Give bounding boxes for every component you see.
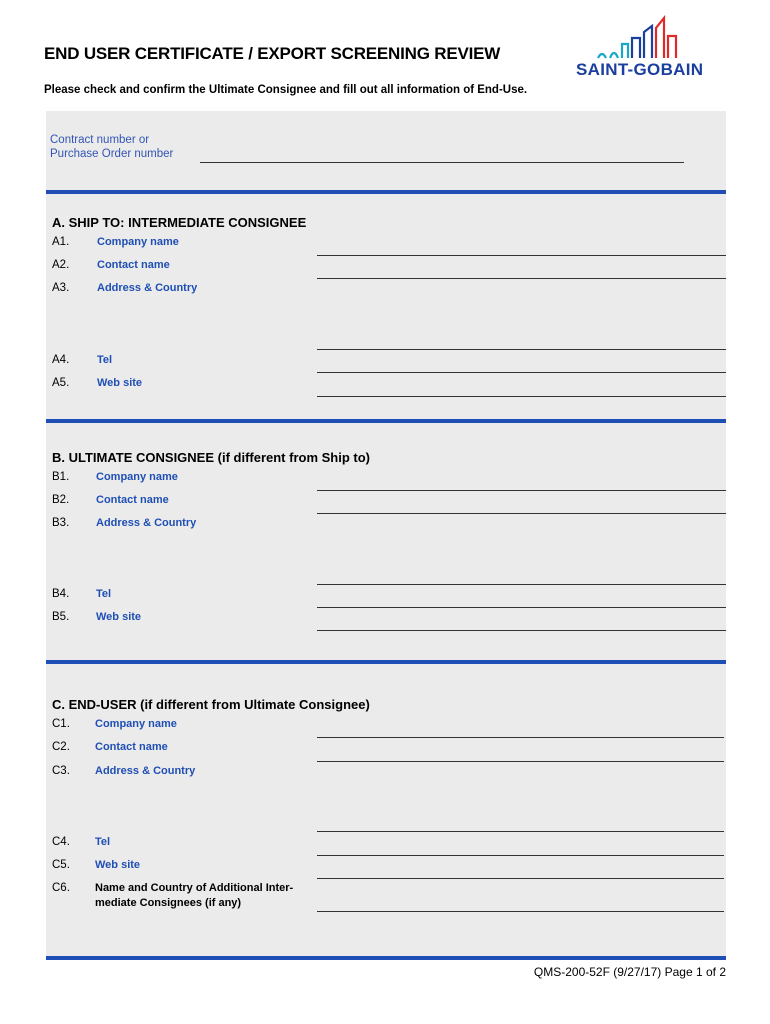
- field-number: C4.: [52, 836, 70, 848]
- a4-tel-field[interactable]: [317, 372, 726, 373]
- field-number: B1.: [52, 471, 70, 483]
- section-c-title: C. END-USER (if different from Ultimate Consignee): [52, 697, 370, 712]
- a3-address-country-field[interactable]: [317, 349, 726, 350]
- page-title: END USER CERTIFICATE / EXPORT SCREENING REVIEW: [44, 44, 501, 63]
- a5-website-field[interactable]: [317, 396, 726, 397]
- website-label: Web site: [95, 859, 141, 871]
- field-number: A1.: [52, 236, 70, 248]
- company-name-label: Company name: [96, 471, 178, 483]
- c3-address-country-field[interactable]: [317, 831, 724, 832]
- field-number: B4.: [52, 588, 70, 600]
- page-instructions: Please check and confirm the Ultimate Consignee and fill out all information of End-Use.: [44, 84, 528, 96]
- logo-wordmark: SAINT-GOBAIN: [576, 60, 704, 79]
- field-number: B3.: [52, 517, 70, 529]
- c5-website-field[interactable]: [317, 878, 724, 879]
- field-number: B2.: [52, 494, 70, 506]
- website-label: Web site: [97, 377, 143, 389]
- a1-company-name-field[interactable]: [317, 255, 726, 256]
- tel-label: Tel: [97, 354, 113, 366]
- contract-label-line1: Contract number or: [50, 134, 150, 146]
- section-b-title: B. ULTIMATE CONSIGNEE (if different from Ship to): [52, 450, 370, 465]
- page-footer: QMS-200-52F (9/27/17) Page 1 of 2: [533, 965, 726, 979]
- additional-consignees-label-line1: Name and Country of Additional Inter-: [95, 882, 294, 894]
- b5-website-field[interactable]: [317, 630, 726, 631]
- c4-tel-field[interactable]: [317, 855, 724, 856]
- company-name-label: Company name: [95, 718, 177, 730]
- contract-number-field[interactable]: [200, 162, 684, 163]
- field-number: B5.: [52, 611, 70, 623]
- c2-contact-name-field[interactable]: [317, 761, 724, 762]
- section-divider: [46, 956, 726, 960]
- a2-contact-name-field[interactable]: [317, 278, 726, 279]
- contract-label-line2: Purchase Order number: [50, 148, 174, 160]
- website-label: Web site: [96, 611, 142, 623]
- tel-label: Tel: [95, 836, 111, 848]
- contact-name-label: Contact name: [95, 741, 168, 753]
- address-country-label: Address & Country: [96, 517, 197, 529]
- b1-company-name-field[interactable]: [317, 490, 726, 491]
- address-country-label: Address & Country: [97, 282, 198, 294]
- address-country-label: Address & Country: [95, 765, 196, 777]
- field-number: A2.: [52, 259, 70, 271]
- c1-company-name-field[interactable]: [317, 737, 724, 738]
- field-number: C2.: [52, 741, 70, 753]
- field-number: A3.: [52, 282, 70, 294]
- b3-address-country-field[interactable]: [317, 584, 726, 585]
- b2-contact-name-field[interactable]: [317, 513, 726, 514]
- c6-additional-consignees-field[interactable]: [317, 911, 724, 912]
- company-name-label: Company name: [97, 236, 179, 248]
- tel-label: Tel: [96, 588, 112, 600]
- field-number: C5.: [52, 859, 70, 871]
- b4-tel-field[interactable]: [317, 607, 726, 608]
- field-number: A4.: [52, 354, 70, 366]
- additional-consignees-label-line2: mediate Consignees (if any): [95, 897, 242, 909]
- field-number: A5.: [52, 377, 70, 389]
- contact-name-label: Contact name: [96, 494, 169, 506]
- field-number: C1.: [52, 718, 70, 730]
- field-number: C6.: [52, 882, 70, 894]
- section-a-title: A. SHIP TO: INTERMEDIATE CONSIGNEE: [52, 215, 307, 230]
- field-number: C3.: [52, 765, 70, 777]
- contact-name-label: Contact name: [97, 259, 170, 271]
